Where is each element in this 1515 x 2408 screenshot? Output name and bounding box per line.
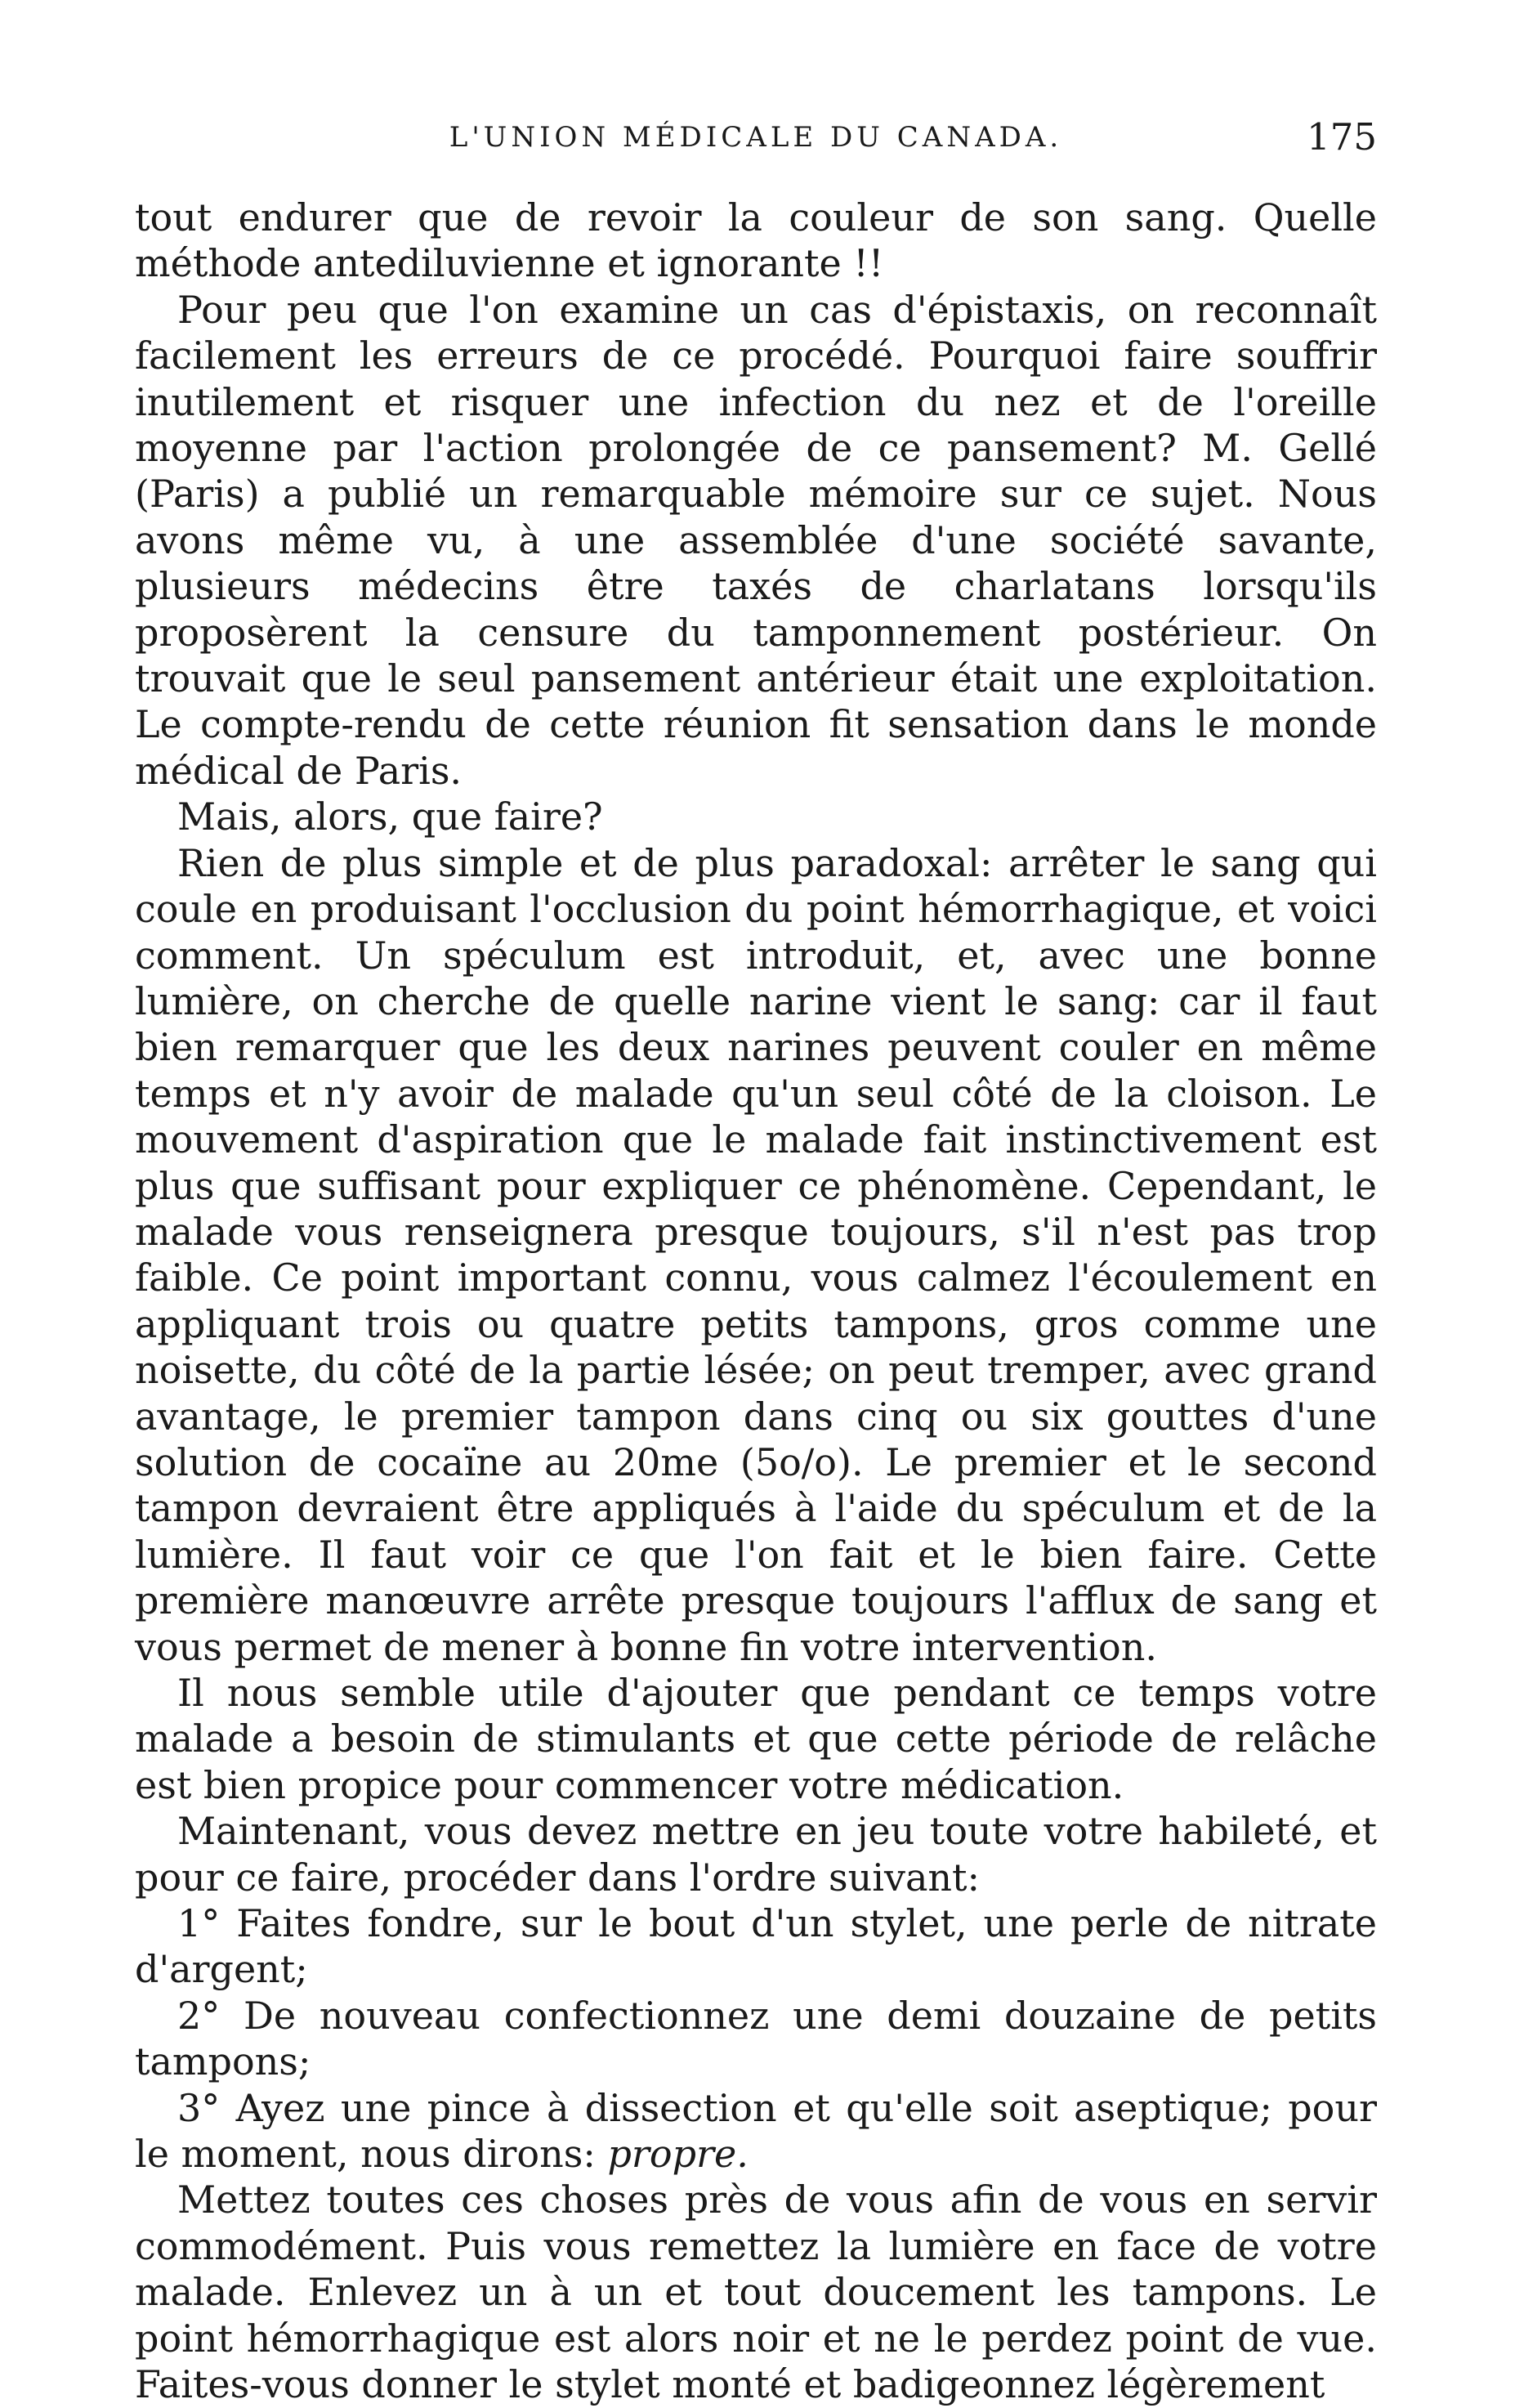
list-item-2: 2° De nouveau confectionnez une demi douzaine de petits tampons; (135, 1993, 1377, 2084)
list-item-1: 1° Faites fondre, sur le bout d'un stylet, une perle de nitrate d'argent; (135, 1901, 1377, 1992)
paragraph-3: Mais, alors, que faire? (177, 794, 603, 839)
paragraph-6: Maintenant, vous devez mettre en jeu toute votre habileté, et pour ce faire, procéder dans l'ordre suivant: (135, 1809, 1377, 1900)
paragraph-1: tout endurer que de revoir la couleur de son sang. Quelle méthode antediluvienne et ignorante !! (135, 195, 1377, 286)
list-item-3 (135, 2085, 1377, 2177)
italic-word: propre. (607, 2132, 749, 2177)
running-head (135, 113, 1377, 162)
paragraph-2: Pour peu que l'on examine un cas d'épistaxis, on reconnaît facilement les erreurs de ce procédé. Pourquoi faire souffrir inutilement et risquer une infection du nez et de l'oreille moyenne par l'action prolongée de ce pansement? M. Gellé (Paris) a publié un remarquable mémoire sur ce sujet. Nous avons même vu, à une assemblée d'une société savante, plusieurs médecins être taxés de charlatans lorsqu'ils proposèrent la censure du tamponnement postérieur. On trouvait que le seul pansement antérieur était une exploitation. Le compte-rendu de cette réunion fit sensation dans le monde médical de Paris. (135, 287, 1377, 793)
body-text (135, 195, 1377, 2408)
paragraph-4: Rien de plus simple et de plus paradoxal: arrêter le sang qui coule en produisant l'occlusion du point hémorrhagique, et voici comment. Un spéculum est introduit, et, avec une bonne lumière, on cherche de quelle narine vient le sang: car il faut bien remarquer que les deux narines peuvent couler en même temps et n'y avoir de malade qu'un seul côté de la cloison. Le mouvement d'aspiration que le malade fait instinctivement est plus que suffisant pour expliquer ce phénomène. Cependant, le malade vous renseignera presque toujours, s'il n'est pas trop faible. Ce point important connu, vous calmez l'écoulement en appliquant trois ou quatre petits tampons, gros comme une noisette, du côté de la partie lésée; on peut tremper, avec grand avantage, le premier tampon dans cinq ou six gouttes d'une solution de cocaïne au 20me (5o/o). Le premier et le second tampon devraient être appliqués à l'aide du spéculum et de la lumière. Il faut voir ce que l'on fait et le bien faire. Cette première manœuvre arrête presque toujours l'afflux de sang et vous permet de mener à bonne fin votre intervention. (135, 840, 1377, 1669)
list-item-3-text: 3° Ayez une pince à dissection et qu'elle soit aseptique; pour le moment, nous dirons: (135, 2085, 1377, 2177)
paragraph-5: Il nous semble utile d'ajouter que pendant ce temps votre malade a besoin de stimulants et que cette période de relâche est bien propice pour commencer votre médication. (135, 1671, 1377, 1807)
page-number: 175 (1307, 115, 1377, 159)
journal-title: L'UNION MÉDICALE DU CANADA. (449, 121, 1063, 154)
paragraph-7: Mettez toutes ces choses près de vous afin de vous en servir commodément. Puis vous remettez la lumière en face de votre malade. Enlevez un à un et tout doucement les tampons. Le point hémorrhagique est alors noir et ne le perdez point de vue. Faites-vous donner le stylet monté et badigeonnez légèrement (135, 2177, 1377, 2407)
